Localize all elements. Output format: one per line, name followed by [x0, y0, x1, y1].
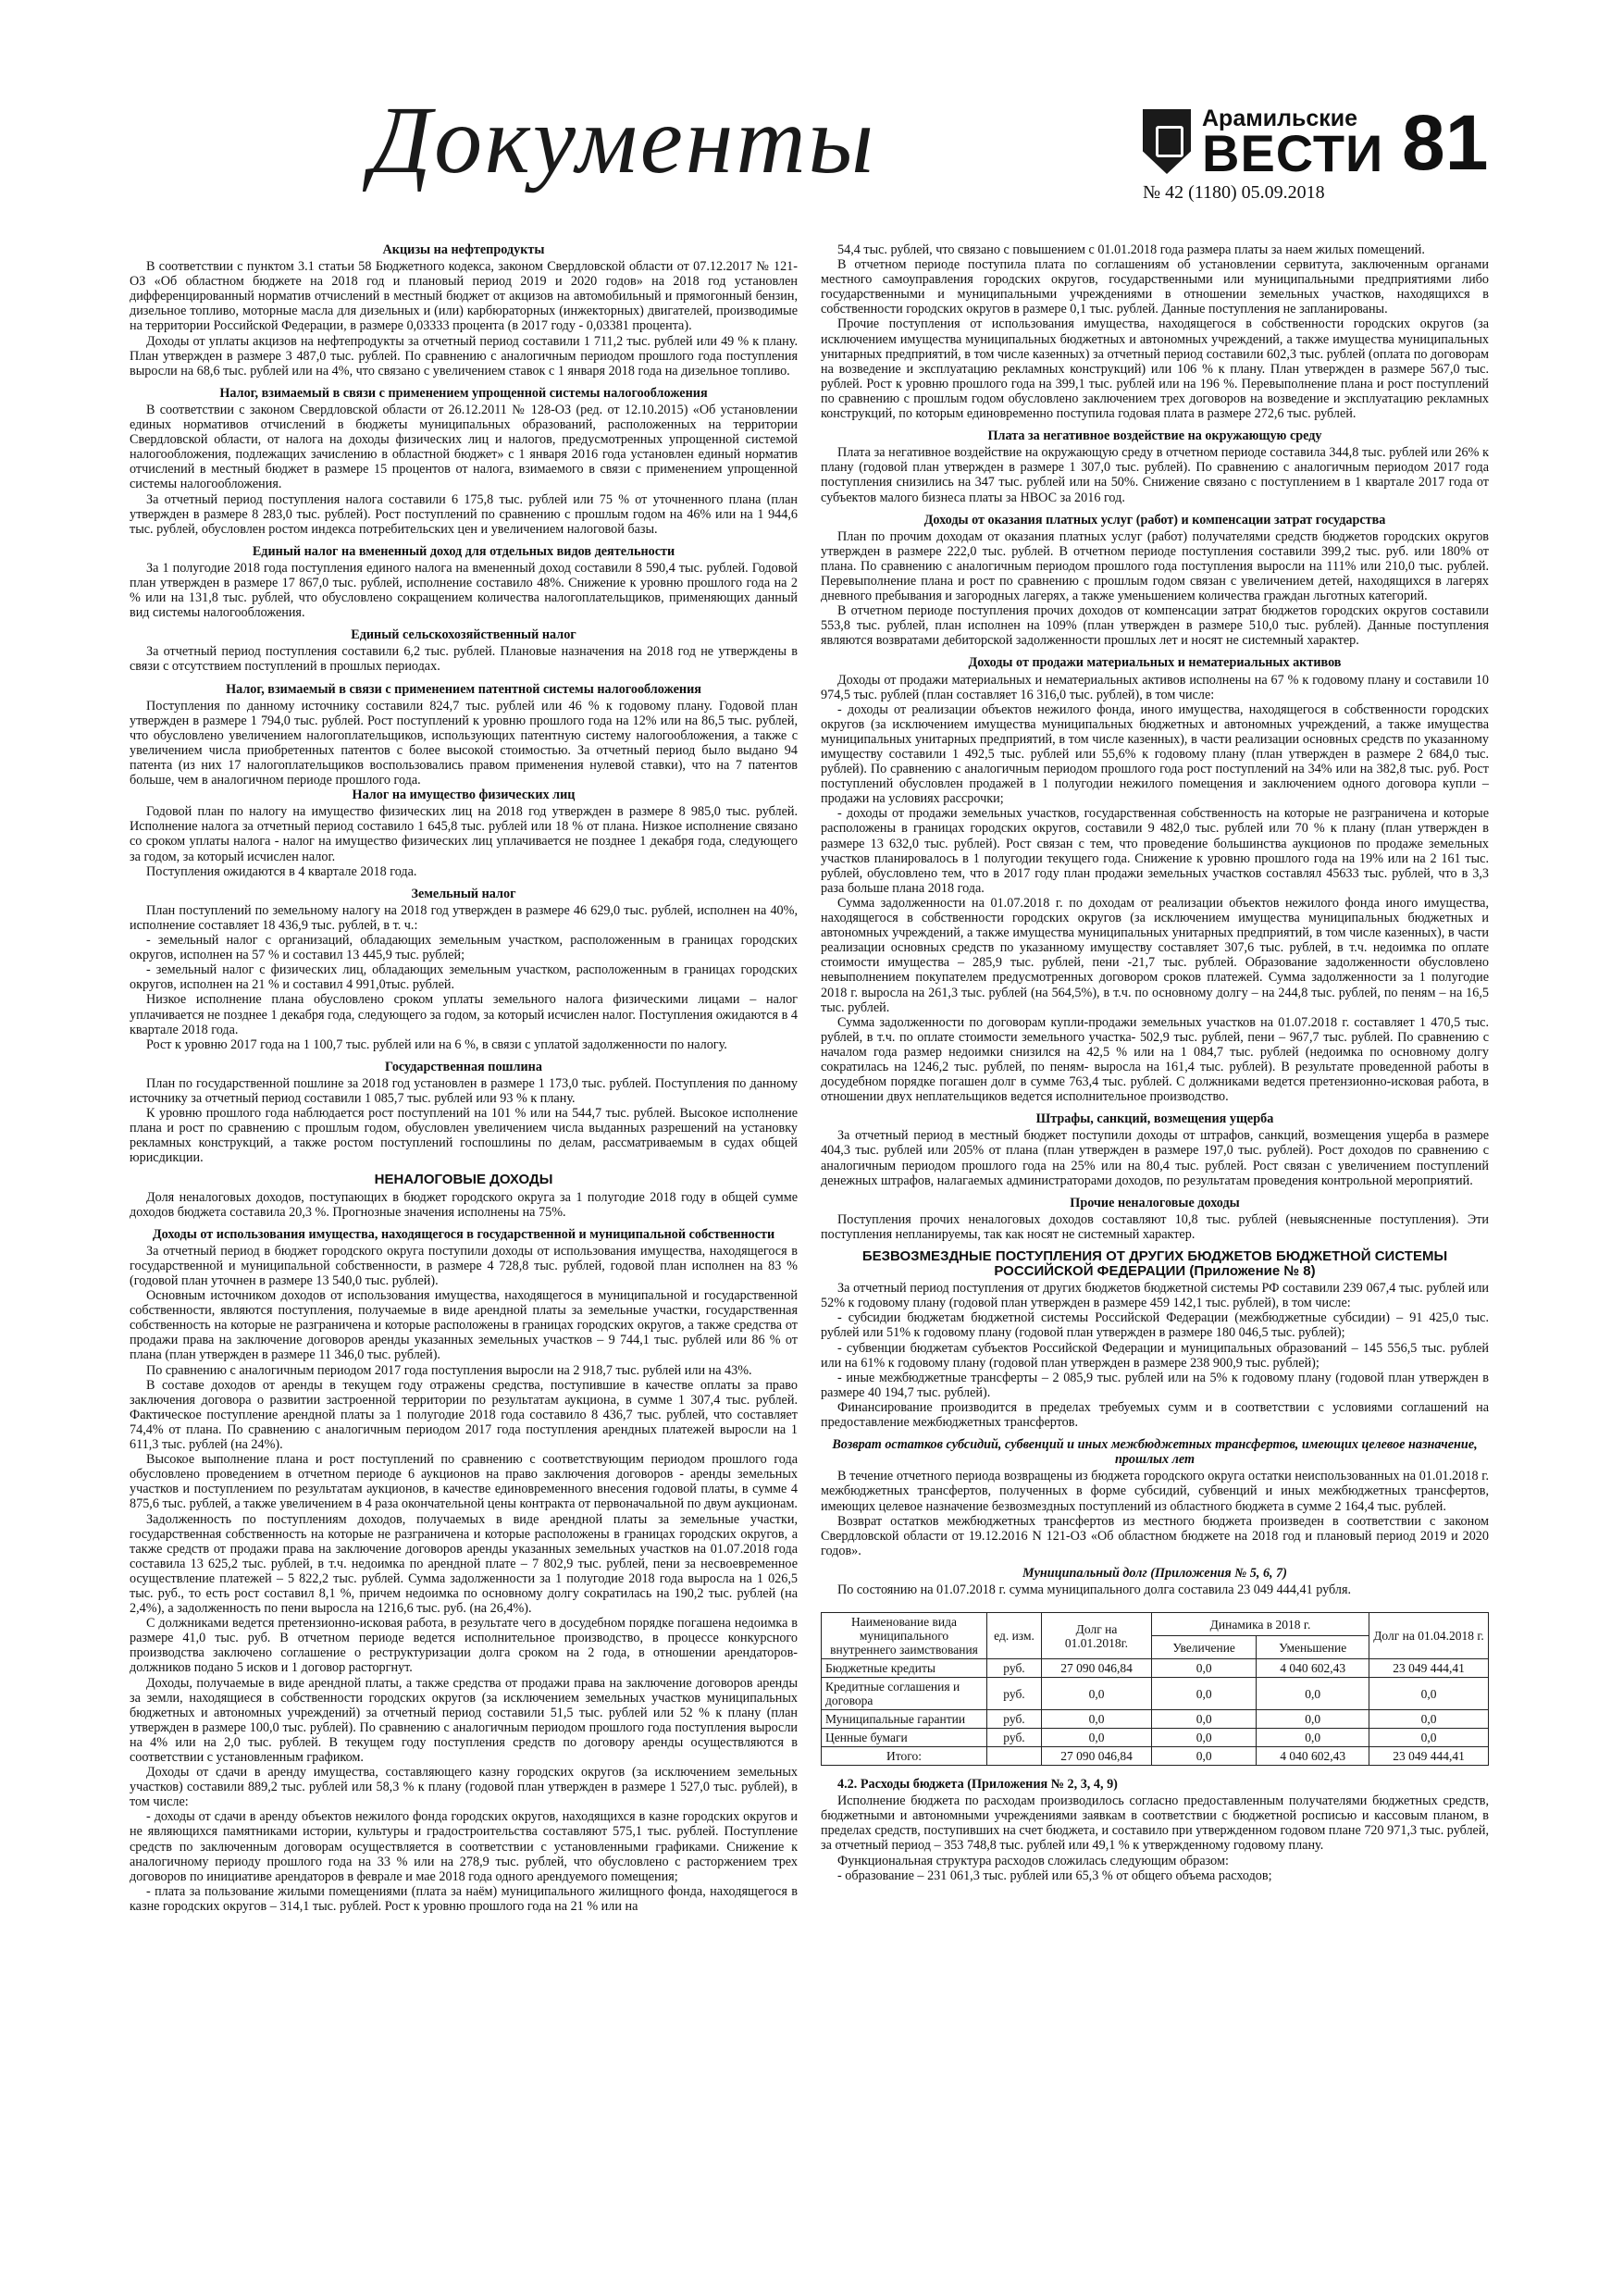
table-cell: Ценные бумаги	[822, 1729, 987, 1747]
table-header: Динамика в 2018 г.	[1152, 1613, 1369, 1636]
municipal-debt-table	[821, 1612, 1489, 1766]
table-cell	[987, 1747, 1042, 1766]
paragraph: Плата за негативное воздействие на окружающую среду в отчетном периоде составила 344,8 тыс. рублей или 26% к плану (годовой план утвержден в размере 1 307,0 тыс. рублей). По сравнению с аналогичным периодом 2017 года поступления снизились на 347 тыс. рублей или на 50%. Снижение связано с поступлением в 1 квартале 2017 года от субъектов малого бизнеса платы за НВОС за 2016 год.	[821, 445, 1489, 505]
section-heading: Доходы от продажи материальных и нематериальных активов	[968, 655, 1342, 671]
paragraph: Исполнение бюджета по расходам производилось согласно предоставленным получателями бюджетных средств, бюджетными и автономными учреждениями заявкам в соответствии с бюджетной росписью и кассовым планом, в пределах средств, поступивших на счет бюджета, и составило при утвержденном годовом плане 720 971,3 тыс. рублей, за отчетный период – 353 748,8 тыс. рублей или 49,1 % к утвержденному годовому плану.	[821, 1793, 1489, 1854]
section-heading: Государственная пошлина	[385, 1059, 542, 1074]
table-cell: руб.	[987, 1710, 1042, 1729]
paragraph: - субсидии бюджетам бюджетной системы Российской Федерации (межбюджетные субсидии) – 91 425,0 тыс. рублей или 51% к годовому плану (годовой план утвержден в размере 180 046,5 тыс. рублей);	[821, 1310, 1489, 1341]
paragraph: План поступлений по земельному налогу на 2018 год утвержден в размере 46 629,0 тыс. рублей, исполнен на 40%, исполнение составляет 18 436,9 тыс. рублей, в т. ч.:	[130, 902, 798, 933]
paragraph: Доходы от продажи материальных и нематериальных активов исполнены на 67 % к годовому плану и составили 10 974,5 тыс. рублей (план составляет 16 316,0 тыс. рублей), в том числе:	[821, 672, 1489, 702]
table-cell: Бюджетные кредиты	[822, 1659, 987, 1678]
paragraph: План по прочим доходам от оказания платных услуг (работ) получателями средств бюджетов городских округов утвержден в размере 222,0 тыс. рублей. В отчетном периоде поступления составили 399,2 тыс. руб. или 180% от плана. По сравнению с аналогичным периодом прошлого года поступления выросли на 111% или 210,0 тыс. рублей. Перевыполнение плана и рост по сравнению с прошлым годом связан с увеличением детей, находящихся в лагерях дневного пребывания и загородных лагерях, а также уменьшением количества граждан льготных категорий.	[821, 528, 1489, 604]
paragraph: - субвенции бюджетам субъектов Российской Федерации и муниципальных образований – 145 556,5 тыс. рублей или на 61% к годовому плану (годовой план утвержден в размере 238 900,9 тыс. рублей);	[821, 1340, 1489, 1371]
table-header: Наименование вида муниципального внутреннего заимствования	[822, 1613, 987, 1659]
paragraph: Рост к уровню 2017 года на 1 100,7 тыс. рублей или на 6 %, в связи с уплатой задолженности по налогу.	[146, 1036, 727, 1052]
table-cell: руб.	[987, 1729, 1042, 1747]
section-heading: Возврат остатков субсидий, субвенций и иных межбюджетных трансфертов, имеющих целевое назначение, прошлых лет	[832, 1437, 1478, 1468]
paragraph: В отчетном периоде поступила плата по соглашениям об установлении сервитута, заключенным органами местного самоуправления городских округов, государственными или муниципальными предприятиями либо государственными и муниципальными учреждениями в отношении земельных участков, находящихся в собственности городских округов в размере 0,1 тыс. рублей. Данные поступления не запланированы.	[821, 257, 1489, 317]
table-cell: 0,0	[1152, 1747, 1257, 1766]
left-column	[130, 242, 798, 1914]
table-cell: Итого:	[822, 1747, 987, 1766]
paragraph: Задолженность по поступлениям доходов, получаемых в виде арендной платы за земельные участки, государственная собственность на которые не разграничена и которые расположены в границах городских округов, а также средств от продажи права на заключение договоров аренды указанных земельных участков на 01.07.2018 года составила 13 625,2 тыс. рублей, в т.ч. недоимка по арендной плате – 7 802,9 тыс. рублей, пени за несвоевременное осуществление платежей – 5 822,2 тыс. рублей. Сумма задолженности за 1 полугодие 2018 года выросла на 1 026,5 тыс. руб., то есть рост составил 8,1 %, причем недоимка по основному долгу сократилась на 190,2 тыс. рублей (на 2,4%), а задолженность по пени выросла на 1216,6 тыс. руб. (на 26,4%).	[130, 1511, 798, 1617]
table-cell: 0,0	[1042, 1678, 1152, 1710]
paragraph: - доходы от продажи земельных участков, государственная собственность на которые не разграничена и которые расположены в границах городских округов, составили 9 482,0 тыс. рублей или 70 % к плану (план утвержден в размере 13 632,0 тыс. рублей). Рост связан с тем, что проведение большинства аукционов по продаже земельных участков планировалось в 1 полугодии текущего года. Снижение к уровню прошлого года на 19% или на 2 161 тыс. рублей, обусловлено тем, что в 2017 году план продажи земельных участков составлял 45633 тыс. рублей, что в 3,3 раза больше плана 2018 года.	[821, 806, 1489, 896]
paragraph: Сумма задолженности по договорам купли-продажи земельных участков на 01.07.2018 г. составляет 1 470,5 тыс. рублей, в т.ч. по оплате стоимости земельного участка- 502,9 тыс. рублей, пени – 967,7 тыс. рублей. По сравнению с началом года размер недоимки снизился на 42,5 % или на 1 084,7 тыс. рублей (недоимка по основному долгу сократилась на 1246,2 тыс. рублей, по пеням- выросла на 161,4 тыс. рублей). В результате проведенной работы в досудебном порядке погашен долг в сумме 763,4 тыс. рублей. С должниками ведется претензионно-исковая работа, в отношении двух неплательщиков ведется исполнительное производство.	[821, 1014, 1489, 1105]
page-number: 81	[1402, 99, 1489, 186]
paragraph: Финансирование производится в пределах требуемых сумм и в соответствии с условиями соглашений на предоставление межбюджетных трансфертов.	[821, 1399, 1489, 1431]
table-cell: 0,0	[1042, 1729, 1152, 1747]
table-cell: руб.	[987, 1678, 1042, 1710]
paragraph: За отчетный период поступления налога составили 6 175,8 тыс. рублей или 75 % от уточненного плана (план утвержден в размере 8 283,0 тыс. рублей). Рост поступлений по сравнению с прошлым годом на 46% или на 1 944,6 тыс. рублей, обусловлен ростом индекса потребительских цен и увеличением налоговой базы.	[130, 491, 798, 537]
table-header: Уменьшение	[1257, 1636, 1369, 1659]
paragraph: За отчетный период поступления составили 6,2 тыс. рублей. Плановые назначения на 2018 год не утверждены в связи с отсутствием поступлений в прошлых периодах.	[130, 644, 798, 675]
newspaper-logo	[1143, 104, 1384, 185]
table-header: ед. изм.	[987, 1613, 1042, 1659]
paragraph: Поступления ожидаются в 4 квартале 2018 года.	[146, 863, 417, 879]
paragraph: - земельный налог с организаций, обладающих земельным участком, расположенным в границах городских округов, исполнен на 57 % и составил 13 445,9 тыс. рублей;	[130, 933, 798, 963]
paragraph: Доходы от сдачи в аренду имущества, составляющего казну городских округов (за исключением земельных участков) составили 889,2 тыс. рублей или 58,3 % к плану (годовой план утвержден в размере 1 527,0 тыс. рублей), в том числе:	[130, 1765, 798, 1810]
table-row	[822, 1710, 1489, 1729]
table-header: Увеличение	[1152, 1636, 1257, 1659]
paragraph: Низкое исполнение плана обусловлено сроком уплаты земельного налога физическими лицами – налог уплачивается не позднее 1 декабря года, следующего за годом, за который исчислен налог. Поступления ожидаются в 4 квартале 2018 года.	[130, 992, 798, 1037]
table-cell: 0,0	[1369, 1710, 1489, 1729]
paragraph: В течение отчетного периода возвращены из бюджета городского округа остатки неиспользованных на 01.01.2018 г. межбюджетных трансфертов, полученных в форме субсидий, субвенций и иных межбюджетных трансфертов, имеющих целевое назначение безвозмездных поступлений из областного бюджета в сумме 2 164,4 тыс. рублей.	[821, 1469, 1489, 1514]
paragraph: - земельный налог с физических лиц, обладающих земельным участком, расположенным в границах городских округов, исполнен на 21 % и составил 4 991,0тыс. рублей.	[130, 962, 798, 993]
table-row	[822, 1729, 1489, 1747]
coat-of-arms-icon	[1143, 109, 1191, 174]
paragraph: Годовой план по налогу на имущество физических лиц на 2018 год утвержден в размере 8 985,0 тыс. рублей. Исполнение налога за отчетный период составило 1 645,8 тыс. рублей или 18 % от плана. Низкое исполнение связано со сроком уплаты налога - налог на имущество физических лиц уплачивается не позднее 1 декабря года, следующего за годом, за который исчислен налог.	[130, 804, 798, 864]
table-cell: 0,0	[1152, 1710, 1257, 1729]
section-heading: Плата за негативное воздействие на окружающую среду	[987, 428, 1322, 444]
table-cell: 0,0	[1369, 1678, 1489, 1710]
table-cell: Муниципальные гарантии	[822, 1710, 987, 1729]
paragraph: Доходы от уплаты акцизов на нефтепродукты за отчетный период составили 1 711,2 тыс. рублей или 49 % к плану. План утвержден в размере 3 487,0 тыс. рублей. По сравнению с аналогичным периодом прошлого года поступления выросли на 68,6 тыс. рублей или на 4%, что связано с увеличением ставок с 1 января 2018 года на дизельное топливо.	[130, 333, 798, 379]
table-cell: 0,0	[1042, 1710, 1152, 1729]
issue-number: № 42 (1180) 05.09.2018	[1143, 182, 1325, 203]
paragraph: С должниками ведется претензионно-исковая работа, в результате чего в досудебном порядке погашена недоимка в размере 41,0 тыс. руб. В отчетном периоде ведется исполнительное производство, в процессе конкурсного производства заключено соглашение о реструктуризации долга сроком на 2 года, в отношении арендаторов- должников подано 5 исков и 1 договор расторгнут.	[130, 1616, 798, 1676]
table-cell: 0,0	[1152, 1729, 1257, 1747]
section-heading: Штрафы, санкций, возмещения ущерба	[1035, 1111, 1274, 1127]
paragraph: За отчетный период в бюджет городского округа поступили доходы от использования имущества, находящегося в государственной и муниципальной собственности, в размере 4 728,8 тыс. рублей, годовой план исполнен на 83 % (годовой план уточнен в размере 13 540,0 тыс. рублей).	[130, 1243, 798, 1288]
table-cell: руб.	[987, 1659, 1042, 1678]
paragraph: Поступления по данному источнику составили 824,7 тыс. рублей или 46 % к годовому плану. Годовой план утвержден в размере 1 794,0 тыс. рублей. Рост поступлений к уровню прошлого года на 12% или на 86,5 тыс. рублей, что обусловлено увеличением налогоплательщиков, использующих патентную систему налогообложения, а также с увеличением числа приобретенных патентов с более высокой стоимостью. За отчетный период было выдано 94 патента (из них 17 налогоплательщиков воспользовались правом применения нулевой ставки), что на 7 патентов больше, чем в аналогичном периоде прошлого года.	[130, 698, 798, 788]
section-heading: Муниципальный долг (Приложения № 5, 6, 7)	[1022, 1565, 1287, 1581]
paragraph: Прочие поступления от использования имущества, находящегося в собственности городских округов (за исключением имущества муниципальных бюджетных и автономных учреждений, а также имущества муниципальных унитарных предприятий, в том числе казенных) за отчетный период составили 602,3 тыс. рублей (оплата по договорам на возведение и эксплуатацию рекламных конструкций) или 106 % к плану. План утвержден в размере 567,0 тыс. рублей. Рост к уровню прошлого года на 399,1 тыс. рублей или на 196 %. Перевыполнение плана и рост поступлений по сравнению с прошлым годом обусловлено заключением трех договоров на возведение и эксплуатацию рекламных конструкций, по которым единовременно поступила годовая плата в размере 272,6 тыс. рублей.	[821, 316, 1489, 422]
paragraph: 54,4 тыс. рублей, что связано с повышением с 01.01.2018 года размера платы за наем жилых помещений.	[837, 242, 1425, 257]
section-heading: Акцизы на нефтепродукты	[382, 242, 545, 257]
section-heading: 4.2. Расходы бюджета (Приложения № 2, 3, 4, 9)	[837, 1777, 1118, 1793]
section-heading: Налог, взимаемый в связи с применением патентной системы налогообложения	[226, 681, 701, 697]
table-cell: 4 040 602,43	[1257, 1659, 1369, 1678]
logo-big-text: ВЕСТИ	[1202, 124, 1384, 182]
paragraph: Поступления прочих неналоговых доходов составляют 10,8 тыс. рублей (невыясненные поступления). Эти поступления непланируемы, так как носят не системный характер.	[821, 1211, 1489, 1242]
table-row	[822, 1678, 1489, 1710]
paragraph: За 1 полугодие 2018 года поступления единого налога на вмененный доход составили 8 590,4 тыс. рублей. Годовой план утвержден в размере 17 867,0 тыс. рублей, исполнение составило 48%. Снижение к уровню прошлого года на 2 % или на 131,8 тыс. рублей, что обусловлено сокращением количества налогоплательщиков, применяющих данный вид системы налогообложения.	[130, 560, 798, 621]
table-cell: 0,0	[1257, 1710, 1369, 1729]
table-cell: Кредитные соглашения и договора	[822, 1678, 987, 1710]
table-cell: 23 049 444,41	[1369, 1659, 1489, 1678]
paragraph: В составе доходов от аренды в текущем году отражены средства, поступившие в качестве оплаты за право заключения договора о развитии застроенной территории по результатам аукциона, в сумме 1 307,4 тыс. рублей. Фактическое поступление арендной платы за 1 полугодие 2018 года составило 8 436,7 тыс. рублей, что составляет 74,4% от плана. По сравнению с аналогичным периодом 2017 года поступления арендных платежей выросли на 1 611,3 тыс. рублей (на 24%).	[130, 1377, 798, 1453]
table-cell: 0,0	[1257, 1678, 1369, 1710]
paragraph: По состоянию на 01.07.2018 г. сумма муниципального долга составила 23 049 444,41 рубля.	[837, 1582, 1352, 1597]
table-cell: 27 090 046,84	[1042, 1747, 1152, 1766]
table-cell: 0,0	[1152, 1659, 1257, 1678]
paragraph: Доля неналоговых доходов, поступающих в бюджет городского округа за 1 полугодие 2018 году в общей сумме доходов бюджета составила 20,3 %. Прогнозные значения исполнены на 75%.	[130, 1189, 798, 1220]
section-heading: Налог, взимаемый в связи с применением упрощенной системы налогообложения	[219, 385, 708, 401]
section-heading: Прочие неналоговые доходы	[1070, 1195, 1240, 1210]
paragraph: К уровню прошлого года наблюдается рост поступлений на 101 % или на 544,7 тыс. рублей. Высокое исполнение плана и рост по сравнению с прошлым годом, обусловлен увеличением числа выданных разрешений на установку рекламных конструкций, а также ростом поступлений госпошлины по делам, рассматриваемым в судах общей юрисдикции.	[130, 1106, 798, 1166]
right-column	[821, 242, 1489, 1883]
section-heading: Доходы от оказания платных услуг (работ) и компенсации затрат государства	[923, 512, 1386, 527]
section-heading: Налог на имущество физических лиц	[352, 788, 576, 803]
section-title: Документы	[370, 87, 877, 193]
paragraph: План по государственной пошлине за 2018 год установлен в размере 1 173,0 тыс. рублей. Поступления по данному источнику за отчетный период составили 1 085,7 тыс. рублей или 93 % к плану.	[130, 1075, 798, 1106]
paragraph: - доходы от сдачи в аренду объектов нежилого фонда городских округов, находящихся в казне городских округов и не являющихся памятниками истории, культуры и градостроительства составляют 575,1 тыс. рублей. Поступление средств по заключенным договорам осуществляется в соответствии с установленными графиками. Снижение к аналогичному периоду прошлого года на 33 % или на 278,9 тыс. рублей, что обусловлено с расторжением трех договоров по инициативе арендаторов в феврале и мае 2018 года одного арендуемого помещения;	[130, 1809, 798, 1884]
paragraph: - образование – 231 061,3 тыс. рублей или 65,3 % от общего объема расходов;	[837, 1868, 1272, 1883]
paragraph: Сумма задолженности на 01.07.2018 г. по доходам от реализации объектов нежилого фонда иного имущества, находящегося в собственности городских округов (за исключением имущества муниципальных бюджетных и автономных учреждений, а также имущества муниципальных унитарных предприятий, в том числе казенных), в части реализации основных средств по указанному имуществу составляет 307,6 тыс. рублей, в т.ч. недоимка по оплате стоимости имущества – 285,9 тыс. рублей, пени -21,7 тыс. рублей. Образование задолженности обусловлено невыполнением покупателем предусмотренных договором сроков платежей. Сумма задолженности за 1 полугодие 2018 г. выросла на 261,3 тыс. рублей (на 564,5%), в т.ч. по основному долгу – на 244,8 тыс. рублей, по пеням – на 16,5 тыс. рублей.	[821, 895, 1489, 1015]
section-heading: БЕЗВОЗМЕЗДНЫЕ ПОСТУПЛЕНИЯ ОТ ДРУГИХ БЮДЖЕТОВ БЮДЖЕТНОЙ СИСТЕМЫ РОССИЙСКОЙ ФЕДЕРАЦИИ (Приложение № 8)	[861, 1248, 1448, 1280]
paragraph: Функциональная структура расходов сложилась следующим образом:	[837, 1853, 1229, 1868]
logo-small-text: Арамильские	[1202, 105, 1358, 131]
paragraph: Доходы, получаемые в виде арендной платы, а также средства от продажи права на заключение договоров аренды за земли, находящиеся в собственности городских округов (за исключением земельных участков муниципальных бюджетных и автономных учреждений) за отчетный период составили 51,5 тыс. рублей или 52 % к плану (план утвержден в размере 100,0 тыс. рублей). По сравнению с аналогичным периодом прошлого года поступления выросли на 4% или на 2,0 тыс. рублей. В текущем году поступления средств по договору аренды осуществляются в соответствии с установленным графиком.	[130, 1675, 798, 1765]
paragraph: В отчетном периоде поступления прочих доходов от компенсации затрат бюджетов городских округов составили 553,8 тыс. рублей, план исполнен на 109% (план утвержден в размере 510,0 тыс. рублей). Данные поступления являются возвратами дебиторской задолженности прошлых лет и носят не системный характер.	[821, 603, 1489, 649]
paragraph: За отчетный период поступления от других бюджетов бюджетной системы РФ составили 239 067,4 тыс. рублей или 52% к годовому плану (годовой план утвержден в размере 459 142,1 тыс. рублей), в том числе:	[821, 1281, 1489, 1311]
table-cell: 0,0	[1369, 1729, 1489, 1747]
paragraph: - плата за пользование жилыми помещениями (плата за наём) муниципального жилищного фонда, находящегося в казне городских округов – 314,1 тыс. рублей. Рост к уровню прошлого года на 21 % или на	[130, 1883, 798, 1914]
table-header: Долг на 01.04.2018 г.	[1369, 1613, 1489, 1659]
section-heading: НЕНАЛОГОВЫЕ ДОХОДЫ	[374, 1172, 553, 1188]
paragraph: В соответствии с законом Свердловской области от 26.12.2011 № 128-ОЗ (ред. от 12.10.2015) «Об установлении единых нормативов отчислений в бюджеты муниципальных образований, расположенных на территории Свердловской области, от налога на доходы физических лиц и налогов, предусмотренных упрощенной системой налогообложения, подлежащих зачислению в областной бюджет» с 1 января 2016 года установлен единый норматив отчислений в местный бюджет в размере 15 процентов от налога, взимаемого в связи с применением упрощенной системы налогообложения.	[130, 402, 798, 492]
section-heading: Единый сельскохозяйственный налог	[351, 627, 576, 643]
table-cell: 27 090 046,84	[1042, 1659, 1152, 1678]
page-header	[0, 0, 1623, 213]
table-header: Долг на 01.01.2018г.	[1042, 1613, 1152, 1659]
table-cell: 4 040 602,43	[1257, 1747, 1369, 1766]
paragraph: - доходы от реализации объектов нежилого фонда, иного имущества, находящегося в собственности городских округов (за исключением имущества муниципальных бюджетных и автономных учреждений, а также имущества муниципальных унитарных предприятий, в том числе казенных), в части реализации основных средств по указанному имуществу составили 1 492,5 тыс. рублей или 55,6% к годовому плану (план утвержден в размере 2 684,0 тыс. рублей). По сравнению с аналогичным периодом прошлого года рост поступлений на 34% или на 382,8 тыс. руб. Рост поступлений обусловлен продажей в 1 полугодии нежилого помещения и заключением одного договора купли –продажи на условиях рассрочки;	[821, 701, 1489, 807]
section-heading: Единый налог на вмененный доход для отдельных видов деятельности	[252, 543, 675, 559]
paragraph: По сравнению с аналогичным периодом 2017 года поступления выросли на 2 918,7 тыс. рублей или на 43%.	[146, 1362, 752, 1378]
paragraph: Высокое выполнение плана и рост поступлений по сравнению с соответствующим периодом прошлого года обусловлено проведением в отчетном периоде 6 аукционов на право заключения договоров - аренды земельных участков и поступлением по результатам аукционов, в качестве единовременного внесения годовой платы, в сумме 4 875,6 тыс. рублей, а также увеличением в 4 раза окончательной цены контракта от первоначальной по двум аукционам.	[130, 1452, 798, 1512]
section-heading: Доходы от использования имущества, находящегося в государственной и муниципальной собственности	[152, 1226, 775, 1242]
paragraph: Основным источником доходов от использования имущества, находящегося в муниципальной и государственной собственности, являются поступления, получаемые в виде арендной платы за земельные участки, государственная собственность на которые не разграничена и которые расположены в границах городских округов, а также средства от продажи права на заключение договоров аренды указанных земельных участков – 9 744,1 тыс. рублей или 86 % от плана (план утвержден в размере 11 346,0 тыс. рублей).	[130, 1288, 798, 1363]
table-cell: 0,0	[1257, 1729, 1369, 1747]
paragraph: - иные межбюджетные трансферты – 2 085,9 тыс. рублей или на 5% к годовому плану (годовой план утвержден в размере 40 194,7 тыс. рублей).	[821, 1370, 1489, 1400]
paragraph: В соответствии с пунктом 3.1 статьи 58 Бюджетного кодекса, законом Свердловской области от 07.12.2017 № 121-ОЗ «Об областном бюджете на 2018 год и плановый период 2019 и 2020 годов» на 2018 год установлен дифференцированный норматив отчислений в местный бюджет от акцизов на автомобильный и прямогонный бензин, дизельное топливо, моторные масла для дизельных и (или) карбюраторных (инжекторных) двигателей, производимые на территории Российской Федерации, в размере 0,03333 процента (в 2017 году - 0,03381 процента).	[130, 259, 798, 334]
paragraph: За отчетный период в местный бюджет поступили доходы от штрафов, санкций, возмещения ущерба в размере 404,3 тыс. рублей или 205% от плана (план утвержден в размере 197,0 тыс. рублей). Рост доходов по сравнению с аналогичным периодом прошлого года на 25% или на 80,4 тыс. рублей. Рост связан с увеличением поступлений денежных штрафов, налагаемых администраторами доходов, по результатам проведения контрольной мероприятий.	[821, 1128, 1489, 1188]
table-cell: 23 049 444,41	[1369, 1747, 1489, 1766]
table-row	[822, 1659, 1489, 1678]
table-row-total	[822, 1747, 1489, 1766]
paragraph: Возврат остатков межбюджетных трансфертов из местного бюджета произведен в соответствии с законом Свердловской области от 19.12.2016 N 121-ОЗ «Об областном бюджете на 2018 год и плановый период 2019 и 2020 годов».	[821, 1513, 1489, 1558]
section-heading: Земельный налог	[411, 886, 516, 901]
table-cell: 0,0	[1152, 1678, 1257, 1710]
